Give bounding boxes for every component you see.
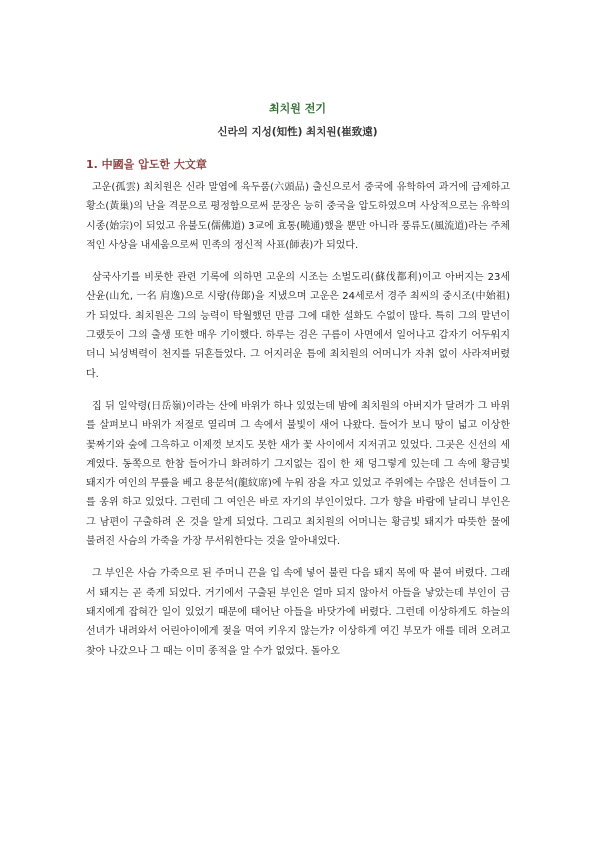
paragraph-2: 삼국사기를 비롯한 관련 기록에 의하면 고운의 시조는 소벌도리(蘇伐都利)이고 아버지는 23세 산윤(山允, 一名 肩逸)으로 시랑(侍郞)을 지냈으며 고운은 24세로서 경주 최씨의 중시조(中始祖)가 되었다. 최치원은 그의 능력이 탁월했던 만큼 그에 대한 설화도 수없이 많다. 특히 그의 말년이 그랬듯이 그의 출생 또한 매우 기이했다. 하루는 검은 구름이 사면에서 일어나고 갑자기 어두워지더니 뇌성벽력이 천지를 뒤흔들었다. 그 어지러운 틈에 최치원의 어머니가 자취 없이 사라져버렸다.: [86, 272, 510, 380]
paragraph-1: 고운(孤雲) 최치원은 신라 말엽에 육두품(六頭品) 출신으로서 중국에 유학하여 과거에 급제하고 황소(黃巢)의 난을 격문으로 평정함으로써 문장은 능히 중국을 압도하였으며 사상적으로는 유학의 시종(始宗)이 되었고 유불도(儒佛道) 3교에 효통(曉通)했을 뿐만 아니라 풍류도(風流道)라는 주체적인 사상을 내세움으로써 민족의 정신적 사표(師表)가 되었다.: [86, 182, 510, 251]
section-heading: 1. 中國을 압도한 大文章: [86, 158, 207, 171]
document-subtitle: 신라의 지성(知性) 최치원(崔致遠): [217, 126, 378, 138]
paragraph-3: 집 뒤 일악령(日岳嶺)이라는 산에 바위가 하나 있었는데 밤에 최치원의 아버지가 달려가 그 바위를 살펴보니 바위가 저절로 열리며 그 속에서 불빛이 새어 나왔다. 들어가 보니 땅이 넓고 이상한 꽃짜기와 숲에 그윽하고 이제껏 보지도 못한 새가 꽃 사이에서 지저귀고 있었다. 그곳은 신선의 세계였다. 동쪽으로 한참 들어가니 화려하기 그지없는 집이 한 채 덩그렇게 있는데 그 속에 황금빛 돼지가 여인의 무릎을 베고 용문석(龍紋席)에 누워 잠을 자고 있었고 주위에는 수많은 선녀들이 그를 옹위 하고 있었다. 그런데 그 여인은 바로 자기의 부인이었다. 그가 향을 바람에 날리니 부인은 그 남편이 구출하려 온 것을 알게 되었다. 그리고 최치원의 어머니는 황금빛 돼지가 따뜻한 물에 불려진 사슴의 가죽을 가장 무서워한다는 것을 알아내었다.: [86, 400, 510, 548]
document-title: 최치원 전기: [269, 102, 326, 115]
paragraph-4: 그 부인은 사슴 가죽으로 된 주머니 끈을 입 속에 넣어 불린 다음 돼지 목에 딱 붙여 버렸다. 그래서 돼지는 곧 죽게 되었다. 거기에서 구출된 부인은 얼마 되지 않아서 아들을 낳았는데 부인이 금 돼지에게 잡혀간 일이 있었기 때문에 태어난 아들을 바닷가에 버렸다. 그런데 이상하게도 하늘의 선녀가 내려와서 어린아이에게 젖을 먹여 키우지 않는가? 이상하게 여긴 부모가 애를 데려 오려고 찾아 나갔으나 그 때는 이미 종적을 알 수가 없었다. 돌아오: [86, 568, 510, 657]
document-body: [86, 178, 510, 674]
